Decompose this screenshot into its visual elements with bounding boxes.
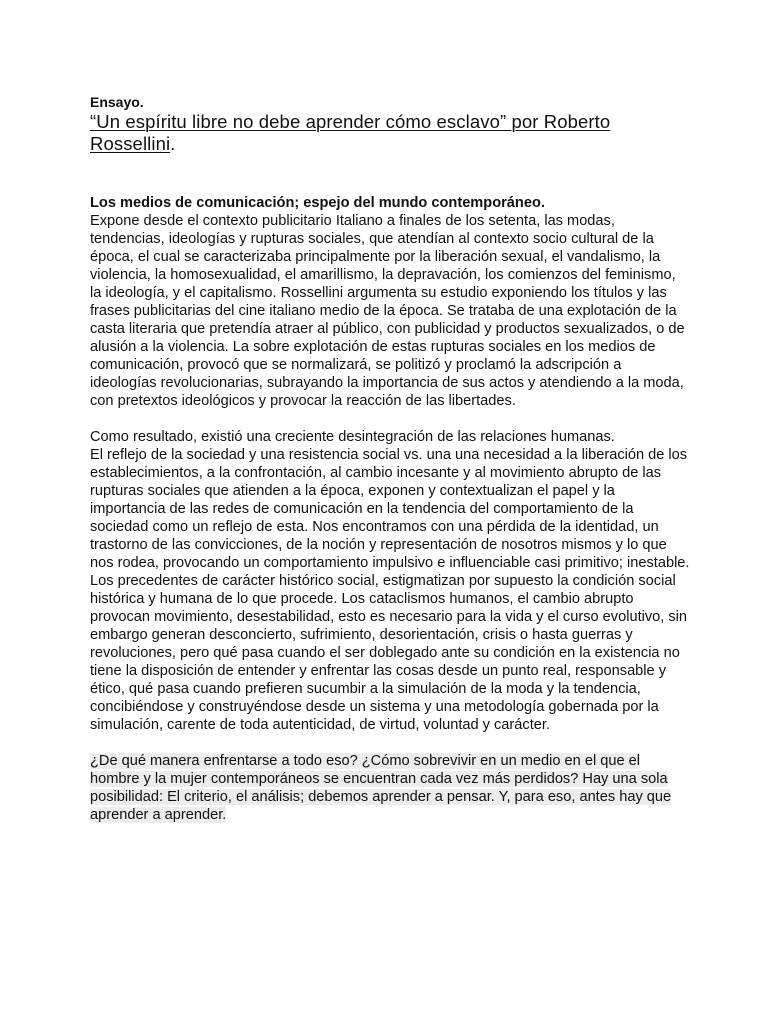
essay-page (90, 94, 690, 824)
essay-label: Ensayo. (90, 94, 144, 110)
essay-title-quote: “Un espíritu libre no debe aprender cómo esclavo” por Roberto Rossellini (90, 111, 611, 154)
highlighted-text: ¿De qué manera enfrentarse a todo eso? ¿Cómo sobrevivir en un medio en el que el hombre y la mujer contemporáneos se encuentran cada vez más perdidos? Hay una sola posibilidad: El criterio, el análisis; debemos aprender a pensar. Y, para eso, antes hay que aprender a aprender. (90, 753, 672, 823)
paragraph-conclusion (90, 752, 690, 824)
paragraph-reflection: El reflejo de la sociedad y una resistencia social vs. una una necesidad a la liberación de los establecimientos, a la confrontación, al cambio incesante y al movimiento abrupto de las rupturas sociales que atienden a la época, exponen y contextualizan el papel y la importancia de las redes de comunicación en la tendencia del comportamiento de la sociedad como un reflejo de esta. Nos encontramos con una pérdida de la identidad, un trastorno de las convicciones, de la noción y representación de nosotros mismos y lo que nos rodea, provocando un comportamiento impulsivo e influenciable casi primitivo; inestable. (90, 447, 690, 571)
paragraph-precedents: Los precedentes de carácter histórico social, estigmatizan por supuesto la condición social histórica y humana de lo que procede. Los cataclismos humanos, el cambio abrupto provocan movimiento, desestabilidad, esto es necesario para la vida y el curso evolutivo, sin embargo generan desconcierto, sufrimiento, desorientación, crisis o hasta guerras y revoluciones, pero qué pasa cuando el ser doblegado ante su condición en la existencia no tiene la disposición de entender y enfrentar las cosas desde un punto real, responsable y ético, qué pasa cuando prefieren sucumbir a la simulación de la moda y la tendencia, concibiéndose y construyéndose desde un sistema y una metodología gobernada por la simulación, carente de toda autenticidad, de virtud, voluntad y carácter. (90, 573, 688, 733)
paragraph-result: Como resultado, existió una creciente desintegración de las relaciones humanas. (90, 429, 615, 445)
paragraph-context: Expone desde el contexto publicitario Italiano a finales de los setenta, las modas, tendencias, ideologías y rupturas sociales, que atendían al contexto socio cultural de la época, el cual se caracterizaba principalmente por la liberación sexual, el vandalismo, la violencia, la homosexualidad, el amarillismo, la depravación, los comienzos del feminismo, la ideología, y el capitalismo. Rossellini argumenta su estudio exponiendo los títulos y las frases publicitarias del cine italiano medio de la época. Se trataba de una explotación de la casta literaria que pretendía atraer al público, con publicidad y productos sexualizados, o de alusión a la violencia. La sobre explotación de estas rupturas sociales en los medios de comunicación, provocó que se normalizará, se politizó y proclamó la adscripción a ideologías revolucionarias, subrayando la importancia de sus actos y atendiendo a la moda, con pretextos ideológicos y provocar la reacción de las libertades. (90, 213, 685, 409)
section-heading: Los medios de comunicación; espejo del mundo contemporáneo. (90, 195, 545, 211)
essay-title (90, 111, 690, 155)
essay-title-period: . (170, 133, 176, 154)
